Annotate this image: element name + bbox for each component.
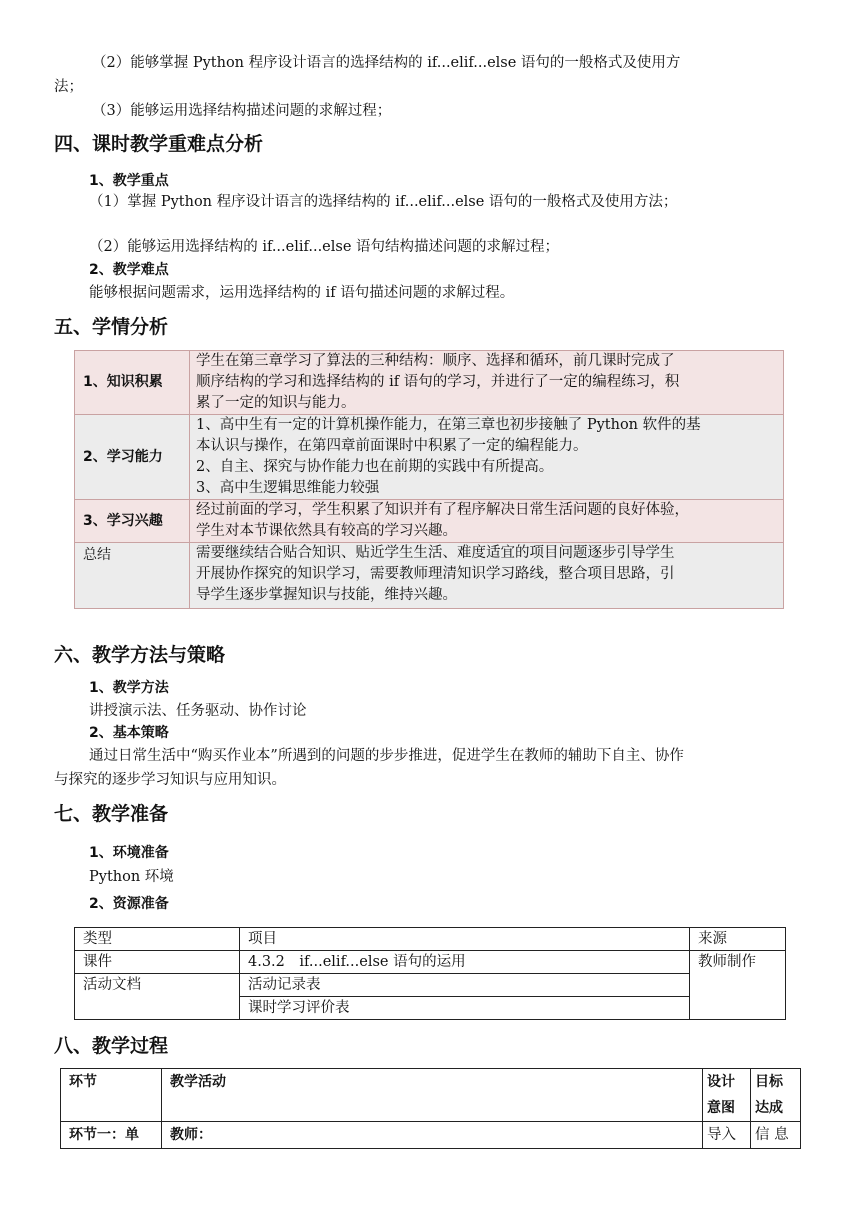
cell-goal-achievement: 信 息 [751, 1122, 801, 1149]
section6-sub2: 2、基本策略 [89, 725, 169, 741]
table-row [75, 415, 784, 500]
section4-heading: 四、课时教学重难点分析 [54, 133, 264, 155]
cell-item: 活动记录表 [240, 974, 690, 997]
cell-item: 课时学习评价表 [240, 997, 690, 1020]
section4-sub1-p1: （1）掌握 Python 程序设计语言的选择结构的 if...elif...else 语句的一般格式及使用方法； [89, 194, 678, 210]
row-label: 1、知识积累 [75, 351, 190, 415]
table-header-row [61, 1069, 801, 1122]
content-line: 开展协作探究的知识学习，需要教师理清知识学习路线，整合项目思路，引 [196, 566, 675, 582]
header-design-line: 设计 [707, 1074, 735, 1090]
content-line: 顺序结构的学习和选择结构的 if 语句的学习，并进行了一定的编程练习，积 [196, 374, 680, 390]
content-line: 3、高中生逻辑思维能力较强 [196, 480, 380, 496]
cell-activity: 教师： [162, 1122, 703, 1149]
header-source: 来源 [690, 928, 786, 951]
content-line: 学生在第三章学习了算法的三种结构：顺序、选择和循环，前几课时完成了 [196, 353, 675, 369]
table-row [75, 351, 784, 415]
content-line: 1、高中生有一定的计算机操作能力，在第三章也初步接触了 Python 软件的基 [196, 417, 701, 433]
content-line: 累了一定的知识与能力。 [196, 395, 356, 411]
content-line: 需要继续结合贴合知识、贴近学生生活、难度适宜的项目问题逐步引导学生 [196, 545, 675, 561]
row-label: 3、学习兴趣 [75, 500, 190, 543]
header-design-intent [703, 1069, 751, 1122]
content-line: 本认识与操作，在第四章前面课时中积累了一定的编程能力。 [196, 438, 588, 454]
row-label: 2、学习能力 [75, 415, 190, 500]
section5-heading: 五、学情分析 [54, 316, 169, 338]
objective-3: （3）能够运用选择结构描述问题的求解过程； [92, 103, 392, 119]
section6-sub1: 1、教学方法 [89, 680, 169, 696]
section4-sub1-p2: （2）能够运用选择结构的 if...elif...else 语句结构描述问题的求解过程； [89, 239, 560, 255]
header-item: 项目 [240, 928, 690, 951]
row-label: 总结 [75, 543, 190, 609]
content-line: 2、自主、探究与协作能力也在前期的实践中有所提高。 [196, 459, 554, 475]
table-row [75, 500, 784, 543]
table-row [75, 543, 784, 609]
section7-heading: 七、教学准备 [54, 803, 169, 825]
table-header-row [75, 928, 786, 951]
section7-sub2: 2、资源准备 [89, 896, 169, 912]
section4-sub1: 1、教学重点 [89, 173, 169, 189]
table-row [61, 1122, 801, 1149]
section4-sub2: 2、教学难点 [89, 262, 169, 278]
content-line: 经过前面的学习，学生积累了知识并有了程序解决日常生活问题的良好体验， [196, 502, 689, 518]
content-line: 导学生逐步掌握知识与技能，维持兴趣。 [196, 587, 457, 603]
row-content [190, 415, 784, 500]
cell-source: 教师制作 [690, 951, 786, 1020]
cell-design-intent: 导入 [703, 1122, 751, 1149]
row-content [190, 543, 784, 609]
row-content [190, 351, 784, 415]
content-line: 学生对本节课依然具有较高的学习兴趣。 [196, 523, 457, 539]
header-goal-line: 达成 [755, 1100, 783, 1116]
header-design-line: 意图 [707, 1100, 735, 1116]
cell-stage: 环节一：单 [61, 1122, 162, 1149]
cell-type: 课件 [75, 951, 240, 974]
header-stage: 环节 [61, 1069, 162, 1122]
objective-2-line1: （2）能够掌握 Python 程序设计语言的选择结构的 if...elif...else 语句的一般格式及使用方 [92, 55, 681, 71]
section8-heading: 八、教学过程 [54, 1035, 169, 1057]
header-type: 类型 [75, 928, 240, 951]
section6-sub2-line2: 与探究的逐步学习知识与应用知识。 [54, 772, 286, 788]
student-analysis-table [74, 350, 784, 609]
section6-heading: 六、教学方法与策略 [54, 644, 226, 666]
teaching-process-table [60, 1068, 801, 1149]
section4-sub2-p1: 能够根据问题需求，运用选择结构的 if 语句描述问题的求解过程。 [89, 285, 515, 301]
objective-2-line2: 法； [54, 79, 83, 95]
section6-sub1-p1: 讲授演示法、任务驱动、协作讨论 [89, 703, 307, 719]
resource-table [74, 927, 786, 1020]
header-goal-line: 目标 [755, 1074, 783, 1090]
cell-type: 活动文档 [75, 974, 240, 1020]
table-row [75, 974, 786, 997]
section6-sub2-line1: 通过日常生活中“购买作业本”所遇到的问题的步步推进，促进学生在教师的辅助下自主、协作 [89, 748, 684, 764]
header-activity: 教学活动 [162, 1069, 703, 1122]
section7-sub1: 1、环境准备 [89, 845, 169, 861]
section7-sub1-p1: Python 环境 [89, 869, 174, 885]
header-goal-achievement [751, 1069, 801, 1122]
table-row [75, 951, 786, 974]
cell-item: 4.3.2 if...elif...else 语句的运用 [240, 951, 690, 974]
row-content [190, 500, 784, 543]
